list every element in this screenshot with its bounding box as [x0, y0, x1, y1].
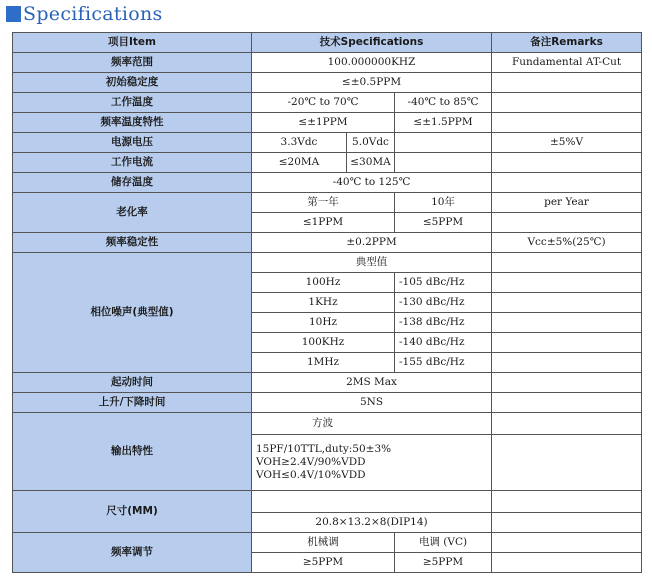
phase-noise-value: -140 dBc/Hz — [395, 333, 492, 353]
remark-value: Fundamental AT-Cut — [492, 53, 642, 73]
table-row — [13, 153, 642, 173]
table-row — [13, 193, 642, 213]
heading-title: Specifications — [23, 3, 163, 25]
phase-noise-offset: 10Hz — [252, 313, 395, 333]
remark-value — [492, 113, 642, 133]
phase-noise-offset: 1KHz — [252, 293, 395, 313]
row-label: 频率调节 — [13, 533, 252, 573]
remark-value — [492, 333, 642, 353]
spec-value: ≤±0.5PPM — [252, 73, 492, 93]
remark-value — [492, 533, 642, 553]
table-row — [13, 533, 642, 553]
remark-value — [492, 173, 642, 193]
spec-value-b: -40℃ to 85℃ — [395, 93, 492, 113]
spec-empty — [252, 491, 492, 513]
phase-noise-value: -105 dBc/Hz — [395, 273, 492, 293]
table-row — [13, 53, 642, 73]
table-row — [13, 233, 642, 253]
phase-noise-offset: 100KHz — [252, 333, 395, 353]
remark-value — [492, 73, 642, 93]
row-label: 相位噪声(典型值) — [13, 253, 252, 373]
remark-value — [492, 491, 642, 513]
phase-noise-value: -130 dBc/Hz — [395, 293, 492, 313]
spec-value-b: ≤±1.5PPM — [395, 113, 492, 133]
table-row — [13, 113, 642, 133]
spec-value: -40℃ to 125℃ — [252, 173, 492, 193]
remark-value — [492, 213, 642, 233]
spec-value: ±0.2PPM — [252, 233, 492, 253]
remark-value — [492, 253, 642, 273]
heading-square-icon — [6, 6, 21, 22]
spec-value-a: ≤±1PPM — [252, 113, 395, 133]
table-row — [13, 373, 642, 393]
spec-value-a: -20℃ to 70℃ — [252, 93, 395, 113]
remark-value — [492, 313, 642, 333]
phase-noise-typical: 典型值 — [252, 253, 492, 273]
table-row — [13, 253, 642, 273]
row-label: 输出特性 — [13, 413, 252, 491]
spec-value: 5NS — [252, 393, 492, 413]
dimensions-value: 20.8×13.2×8(DIP14) — [252, 513, 492, 533]
remark-value — [492, 435, 642, 491]
row-label: 频率稳定性 — [13, 233, 252, 253]
adjust-mechanical: 机械调 — [252, 533, 395, 553]
spec-value-a: 3.3Vdc — [252, 133, 347, 153]
remark-value — [492, 413, 642, 435]
remark-value: per Year — [492, 193, 642, 213]
spec-value: 100.000000KHZ — [252, 53, 492, 73]
table-row — [13, 491, 642, 513]
remark-value: Vcc±5%(25℃) — [492, 233, 642, 253]
row-label: 初始稳定度 — [13, 73, 252, 93]
table-row — [13, 73, 642, 93]
specifications-table — [12, 32, 642, 573]
aging-first-year: 第一年 — [252, 193, 395, 213]
remark-value — [492, 353, 642, 373]
table-row — [13, 133, 642, 153]
table-row — [13, 173, 642, 193]
row-label: 电源电压 — [13, 133, 252, 153]
adjust-mechanical-value: ≥5PPM — [252, 553, 395, 573]
aging-ten-value: ≤5PPM — [395, 213, 492, 233]
remark-value — [492, 513, 642, 533]
spec-value-b: ≤30MA — [347, 153, 395, 173]
header-item: 项目Item — [13, 33, 252, 53]
row-label: 尺寸(MM) — [13, 491, 252, 533]
section-heading — [6, 2, 163, 26]
remark-value — [492, 93, 642, 113]
remark-value: ±5%V — [492, 133, 642, 153]
aging-ten-years: 10年 — [395, 193, 492, 213]
header-spec: 技术Specifications — [252, 33, 492, 53]
header-remarks: 备注Remarks — [492, 33, 642, 53]
row-label: 储存温度 — [13, 173, 252, 193]
remark-value — [492, 273, 642, 293]
row-label: 上升/下降时间 — [13, 393, 252, 413]
spec-empty — [395, 133, 492, 153]
phase-noise-value: -138 dBc/Hz — [395, 313, 492, 333]
remark-value — [492, 153, 642, 173]
adjust-electrical: 电调 (VC) — [395, 533, 492, 553]
remark-value — [492, 293, 642, 313]
remark-value — [492, 393, 642, 413]
row-label: 老化率 — [13, 193, 252, 233]
table-row — [13, 413, 642, 435]
aging-first-value: ≤1PPM — [252, 213, 395, 233]
remark-value — [492, 373, 642, 393]
row-label: 频率范围 — [13, 53, 252, 73]
output-waveform: 方波 — [252, 413, 492, 435]
spec-empty — [395, 153, 492, 173]
output-detail: 15PF/10TTL,duty:50±3% VOH≥2.4V/90%VDD VOH≤0.4V/10%VDD — [252, 435, 492, 491]
row-label: 工作电流 — [13, 153, 252, 173]
phase-noise-offset: 100Hz — [252, 273, 395, 293]
spec-value: 2MS Max — [252, 373, 492, 393]
spec-value-b: 5.0Vdc — [347, 133, 395, 153]
table-row — [13, 393, 642, 413]
table-header-row — [13, 33, 642, 53]
phase-noise-offset: 1MHz — [252, 353, 395, 373]
adjust-electrical-value: ≥5PPM — [395, 553, 492, 573]
spec-value-a: ≤20MA — [252, 153, 347, 173]
phase-noise-value: -155 dBc/Hz — [395, 353, 492, 373]
row-label: 频率温度特性 — [13, 113, 252, 133]
row-label: 工作温度 — [13, 93, 252, 113]
row-label: 起动时间 — [13, 373, 252, 393]
table-row — [13, 93, 642, 113]
remark-value — [492, 553, 642, 573]
